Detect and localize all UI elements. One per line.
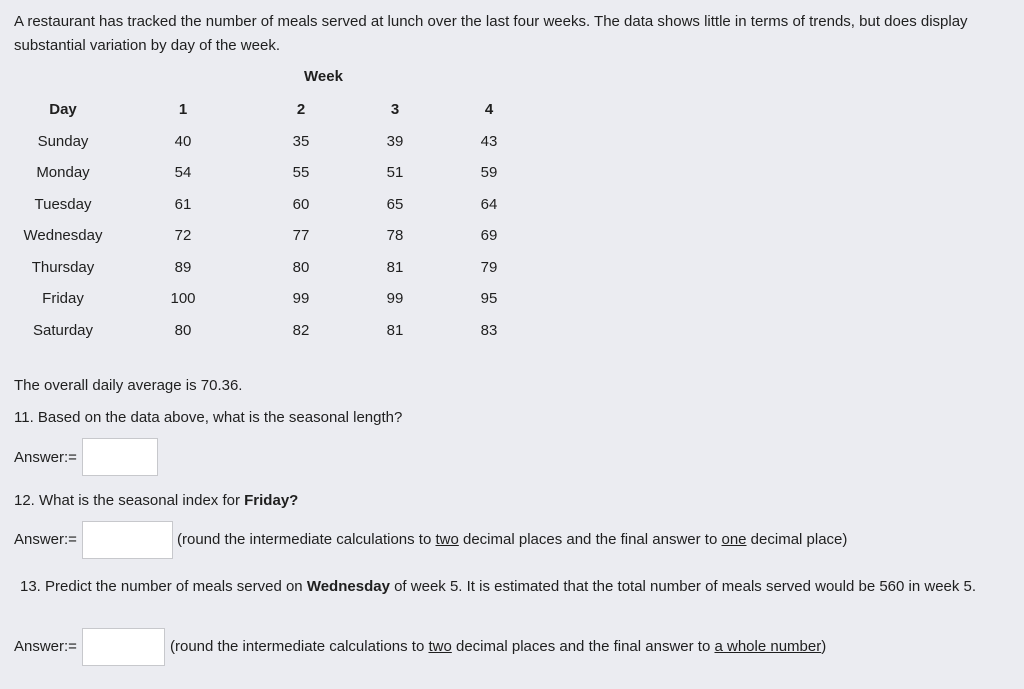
value-cell: 80	[174, 321, 192, 339]
value-cell: 100	[170, 290, 196, 308]
value-cell: 39	[386, 132, 404, 150]
question-13-text: 13. Predict the number of meals served on	[20, 578, 307, 595]
day-cell: Friday	[42, 290, 84, 308]
day-cell: Saturday	[32, 321, 94, 339]
note-underlined: one	[721, 531, 747, 548]
note-text: decimal place)	[746, 531, 848, 548]
day-cell: Monday	[36, 164, 90, 182]
value-cell: 69	[480, 227, 498, 245]
table-row	[12, 189, 538, 221]
value-cell: 99	[386, 290, 404, 308]
question-12-bold: Friday?	[244, 492, 299, 509]
rounding-note-q12	[177, 531, 847, 548]
problem-intro: A restaurant has tracked the number of meals served at lunch over the last four weeks. The data shows little in terms of trends, but does display substantial variation by day of the week.	[14, 13, 968, 54]
value-cell: 82	[292, 321, 310, 339]
day-cell: Thursday	[31, 258, 95, 276]
note-text: decimal places and the final answer to	[458, 531, 722, 548]
answer-label-q11: Answer:=	[14, 449, 77, 466]
value-cell: 78	[386, 227, 404, 245]
value-cell: 99	[292, 290, 310, 308]
answer-input-q11[interactable]	[82, 438, 158, 476]
table-row	[12, 283, 538, 315]
value-cell: 83	[480, 321, 498, 339]
note-text: )	[821, 638, 827, 655]
answer-input-q12[interactable]	[82, 521, 173, 559]
note-underlined: two	[428, 638, 452, 655]
day-cell: Sunday	[37, 132, 89, 150]
table-row	[12, 220, 538, 252]
rounding-note-q13	[170, 638, 826, 655]
question-13-bold: Wednesday	[306, 578, 390, 595]
column-header-week-2: 2	[296, 101, 306, 119]
value-cell: 89	[174, 258, 192, 276]
value-cell: 55	[292, 164, 310, 182]
column-header-day: Day	[49, 101, 77, 119]
answer-input-q13[interactable]	[82, 628, 165, 666]
meals-table	[12, 94, 538, 346]
value-cell: 65	[386, 195, 404, 213]
table-row	[12, 157, 538, 189]
column-header-week-3: 3	[390, 101, 400, 119]
note-text: (round the intermediate calculations to	[177, 531, 436, 548]
question-13	[14, 575, 1004, 599]
value-cell: 35	[292, 132, 310, 150]
table-row	[12, 315, 538, 347]
question-11: 11. Based on the data above, what is the seasonal length?	[14, 409, 403, 426]
value-cell: 80	[292, 258, 310, 276]
table-row	[12, 252, 538, 284]
table-row	[12, 126, 538, 158]
value-cell: 51	[386, 164, 404, 182]
value-cell: 72	[174, 227, 192, 245]
answer-label-q12: Answer:=	[14, 531, 77, 548]
value-cell: 43	[480, 132, 498, 150]
value-cell: 60	[292, 195, 310, 213]
value-cell: 59	[480, 164, 498, 182]
day-cell: Tuesday	[34, 195, 92, 213]
note-underlined: two	[435, 531, 459, 548]
column-header-week-1: 1	[178, 101, 188, 119]
question-12	[14, 492, 298, 509]
note-underlined: a whole number	[714, 638, 822, 655]
note-text: decimal places and the final answer to	[451, 638, 715, 655]
value-cell: 40	[174, 132, 192, 150]
answer-label-q13: Answer:=	[14, 638, 77, 655]
value-cell: 77	[292, 227, 310, 245]
value-cell: 64	[480, 195, 498, 213]
week-header: Week	[304, 68, 343, 85]
question-13-text-end: of week 5. It is estimated that the total number of meals served would be 560 in week 5.	[389, 578, 977, 595]
question-12-text: 12. What is the seasonal index for	[14, 492, 245, 509]
value-cell: 79	[480, 258, 498, 276]
note-text: (round the intermediate calculations to	[170, 638, 429, 655]
value-cell: 81	[386, 258, 404, 276]
day-cell: Wednesday	[23, 227, 103, 245]
overall-average-text: The overall daily average is 70.36.	[14, 377, 243, 394]
value-cell: 81	[386, 321, 404, 339]
value-cell: 61	[174, 195, 192, 213]
column-header-week-4: 4	[484, 101, 494, 119]
value-cell: 95	[480, 290, 498, 308]
table-header-row	[12, 94, 538, 126]
value-cell: 54	[174, 164, 192, 182]
